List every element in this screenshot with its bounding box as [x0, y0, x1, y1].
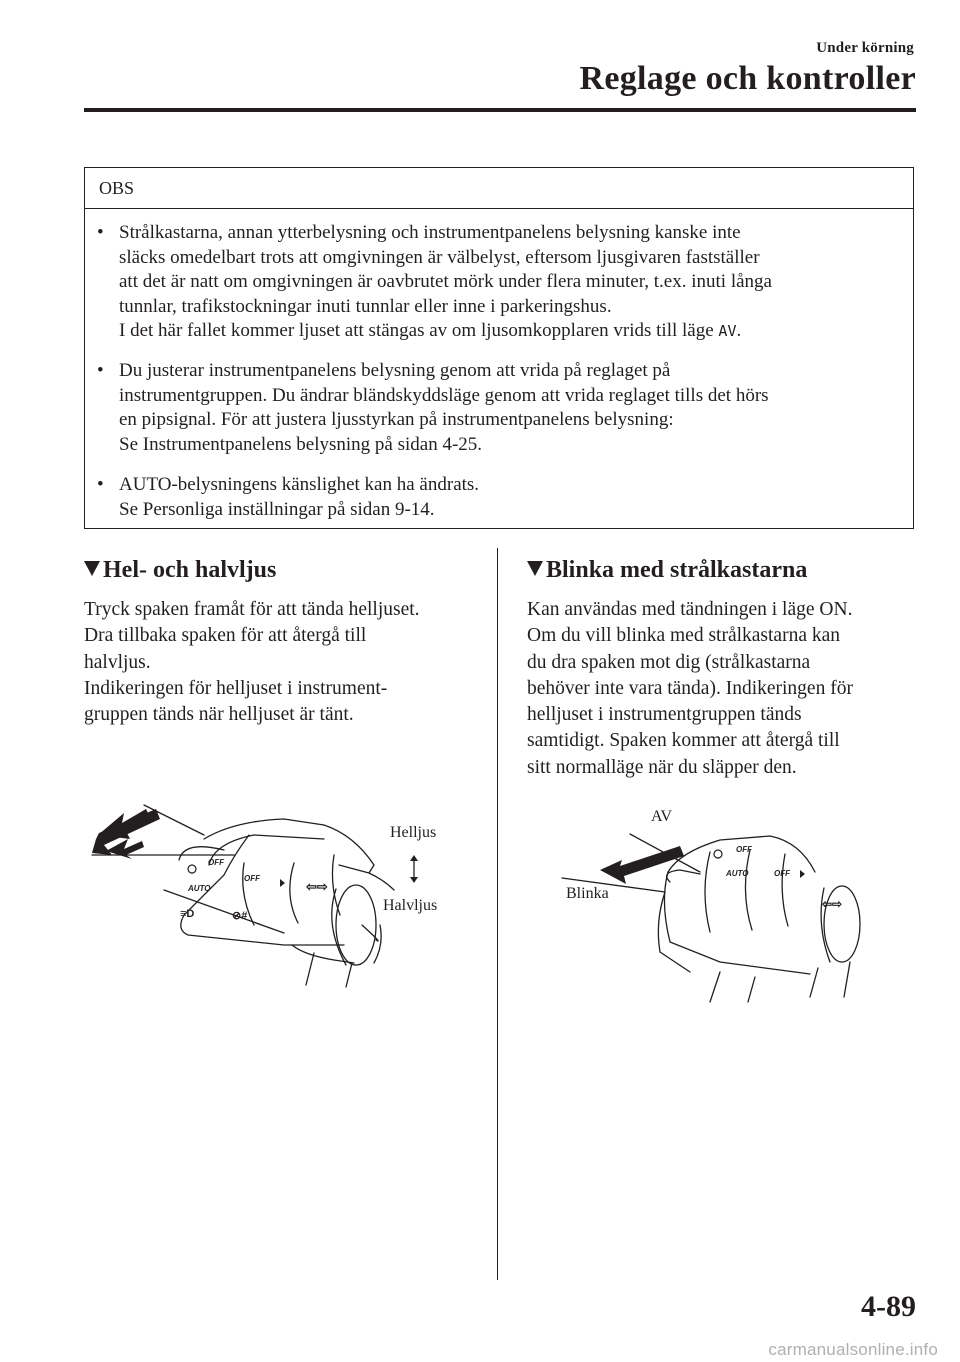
note-label: OBS: [99, 178, 135, 198]
label-off: AV: [651, 808, 673, 825]
label-low-beam: Halvljus: [383, 897, 438, 914]
heading-text: Hel- och halvljus: [103, 557, 277, 583]
push-pull-arrow-icon: [92, 809, 160, 859]
figure-headlight-flash: [560, 812, 900, 1007]
triangle-marker-icon: [84, 561, 100, 576]
switch-label-auto: AUTO: [726, 869, 749, 878]
switch-label-off-2: OFF: [244, 874, 260, 883]
note-box: [84, 167, 914, 529]
column-divider: [497, 548, 498, 1280]
position-label-av: AV: [718, 322, 737, 340]
switch-label-auto: AUTO: [188, 884, 211, 893]
body-line: gruppen tänds när helljuset är tänt.: [84, 704, 354, 726]
note-line: en pipsignal. För att justera ljusstyrkan på instrumentpanelens belysning:: [119, 409, 674, 430]
body-text-high-low-beam: [84, 597, 489, 728]
watermark: carmanualsonline.info: [768, 1340, 938, 1359]
label-high-beam: Helljus: [390, 824, 437, 841]
bullet-icon: •: [97, 360, 104, 381]
svg-text:⇦⇨: ⇦⇨: [822, 897, 843, 911]
body-line: helljuset i instrumentgruppen tänds: [527, 704, 802, 726]
note-header: [85, 168, 913, 209]
pull-arrow-icon: [600, 846, 684, 884]
note-line: släcks omedelbart trots att omgivningen är välbelyst, eftersom ljusgivaren fastställer: [119, 246, 760, 268]
note-line: AUTO-belysningens känslighet kan ha ändrats.: [119, 474, 480, 495]
note-line: Se Instrumentpanelens belysning på sidan 4-25.: [119, 433, 483, 455]
bullet-icon: •: [97, 222, 104, 243]
note-bullet: [97, 473, 903, 522]
note-line: instrumentgruppen. Du ändrar bländskyddsläge genom att vrida reglaget tills det hörs: [119, 384, 769, 406]
section-heading-flash: [527, 557, 807, 584]
page-title: Reglage och kontroller: [579, 60, 916, 97]
note-line: att det är natt om omgivningen är oavbrutet mörk under flera minuter, t.ex. inuti långa: [119, 271, 772, 292]
body-line: du dra spaken mot dig (strålkastarna: [527, 651, 811, 673]
bullet-icon: •: [97, 474, 104, 495]
switch-label-off: OFF: [208, 858, 224, 867]
body-line: samtidigt. Spaken kommer att återgå till: [527, 730, 840, 752]
svg-text:⊘#: ⊘#: [232, 910, 248, 922]
body-line: Kan användas med tändningen i läge ON.: [527, 599, 853, 620]
label-flash: Blinka: [566, 885, 609, 902]
note-line: Se Personliga inställningar på sidan 9-14.: [119, 498, 435, 520]
svg-text:≡D: ≡D: [180, 908, 195, 920]
body-line: behöver inte vara tända). Indikeringen för: [527, 677, 853, 699]
note-line: I det här fallet kommer ljuset att stängas av om ljusomkopplaren vrids till läge AV.: [119, 320, 742, 341]
triangle-marker-icon: [527, 561, 543, 576]
note-line: tunnlar, trafikstockningar inuti tunnlar eller inne i parkeringshus.: [119, 295, 612, 317]
header-rule: [84, 108, 916, 112]
section-heading-high-low-beam: [84, 557, 276, 584]
body-line: halvljus.: [84, 651, 151, 673]
note-line-text: I det här fallet kommer ljuset att stängas av om ljusomkopplaren vrids till läge: [119, 320, 714, 341]
note-bullet: [97, 359, 903, 457]
switch-label-off: OFF: [736, 845, 752, 854]
note-line: Du justerar instrumentpanelens belysning genom att vrida på reglaget på: [119, 360, 671, 381]
note-line: Strålkastarna, annan ytterbelysning och instrumentpanelens belysning kanske inte: [119, 222, 741, 243]
body-line: Indikeringen för helljuset i instrument-: [84, 677, 388, 699]
body-line: Om du vill blinka med strålkastarna kan: [527, 625, 841, 647]
svg-text:⇦⇨: ⇦⇨: [306, 879, 328, 894]
section-label: Under körning: [816, 40, 914, 56]
body-line: Tryck spaken framåt för att tända helljuset.: [84, 599, 420, 620]
up-down-arrow-icon: [409, 855, 419, 883]
body-line: sitt normalläge när du släpper den.: [527, 756, 797, 778]
body-text-flash: [527, 597, 927, 781]
note-bullet: [97, 221, 903, 344]
body-line: Dra tillbaka spaken för att återgå till: [84, 625, 367, 647]
switch-label-off-2: OFF: [774, 869, 790, 878]
heading-text: Blinka med strålkastarna: [546, 557, 808, 583]
page-number: 4-89: [861, 1290, 916, 1323]
